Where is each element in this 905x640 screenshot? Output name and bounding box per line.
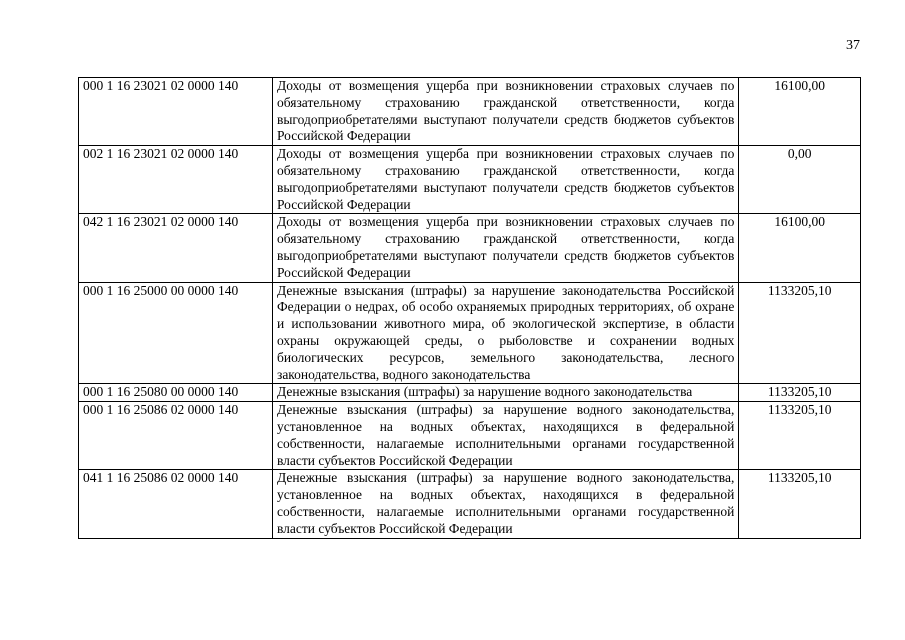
revenue-description: Денежные взыскания (штрафы) за нарушение законодательства Российской Федерации о недрах, об особо охраняемых природных территориях, об охране и использовании животного мира, об экологической экспертизе, в области охраны окружающей среды, о рыболовстве и сохранении водных биологических ресурсов, земельного законодательства, лесного законодательства, водного законодательства (272, 282, 738, 384)
budget-code: 000 1 16 25000 00 0000 140 (79, 282, 273, 384)
table-row (79, 384, 861, 402)
amount: 0,00 (739, 146, 861, 214)
budget-code: 000 1 16 23021 02 0000 140 (79, 78, 273, 146)
table-row (79, 78, 861, 146)
budget-code: 000 1 16 25080 00 0000 140 (79, 384, 273, 402)
amount: 16100,00 (739, 78, 861, 146)
amount: 1133205,10 (739, 402, 861, 470)
revenue-description: Доходы от возмещения ущерба при возникновении страховых случаев по обязательному страхованию гражданской ответственности, когда выгодоприобретателями выступают получатели средств бюджетов субъектов Российской Федерации (272, 146, 738, 214)
amount: 1133205,10 (739, 384, 861, 402)
revenue-description: Доходы от возмещения ущерба при возникновении страховых случаев по обязательному страхованию гражданской ответственности, когда выгодоприобретателями выступают получатели средств бюджетов субъектов Российской Федерации (272, 214, 738, 282)
revenue-description: Денежные взыскания (штрафы) за нарушение водного законодательства (272, 384, 738, 402)
table-row (79, 402, 861, 470)
budget-code: 002 1 16 23021 02 0000 140 (79, 146, 273, 214)
revenue-table (78, 77, 861, 539)
amount: 1133205,10 (739, 470, 861, 538)
table-row (79, 282, 861, 384)
budget-code: 041 1 16 25086 02 0000 140 (79, 470, 273, 538)
revenue-description: Денежные взыскания (штрафы) за нарушение водного законодательства, установленное на водных объектах, находящихся в федеральной собственности, налагаемые исполнительными органами государственной власти субъектов Российской Федерации (272, 470, 738, 538)
budget-code: 000 1 16 25086 02 0000 140 (79, 402, 273, 470)
page-number: 37 (846, 38, 860, 53)
amount: 1133205,10 (739, 282, 861, 384)
budget-code: 042 1 16 23021 02 0000 140 (79, 214, 273, 282)
revenue-description: Денежные взыскания (штрафы) за нарушение водного законодательства, установленное на водных объектах, находящихся в федеральной собственности, налагаемые исполнительными органами государственной власти субъектов Российской Федерации (272, 402, 738, 470)
amount: 16100,00 (739, 214, 861, 282)
table-row (79, 146, 861, 214)
table-row (79, 214, 861, 282)
table-row (79, 470, 861, 538)
revenue-description: Доходы от возмещения ущерба при возникновении страховых случаев по обязательному страхованию гражданской ответственности, когда выгодоприобретателями выступают получатели средств бюджетов субъектов Российской Федерации (272, 78, 738, 146)
